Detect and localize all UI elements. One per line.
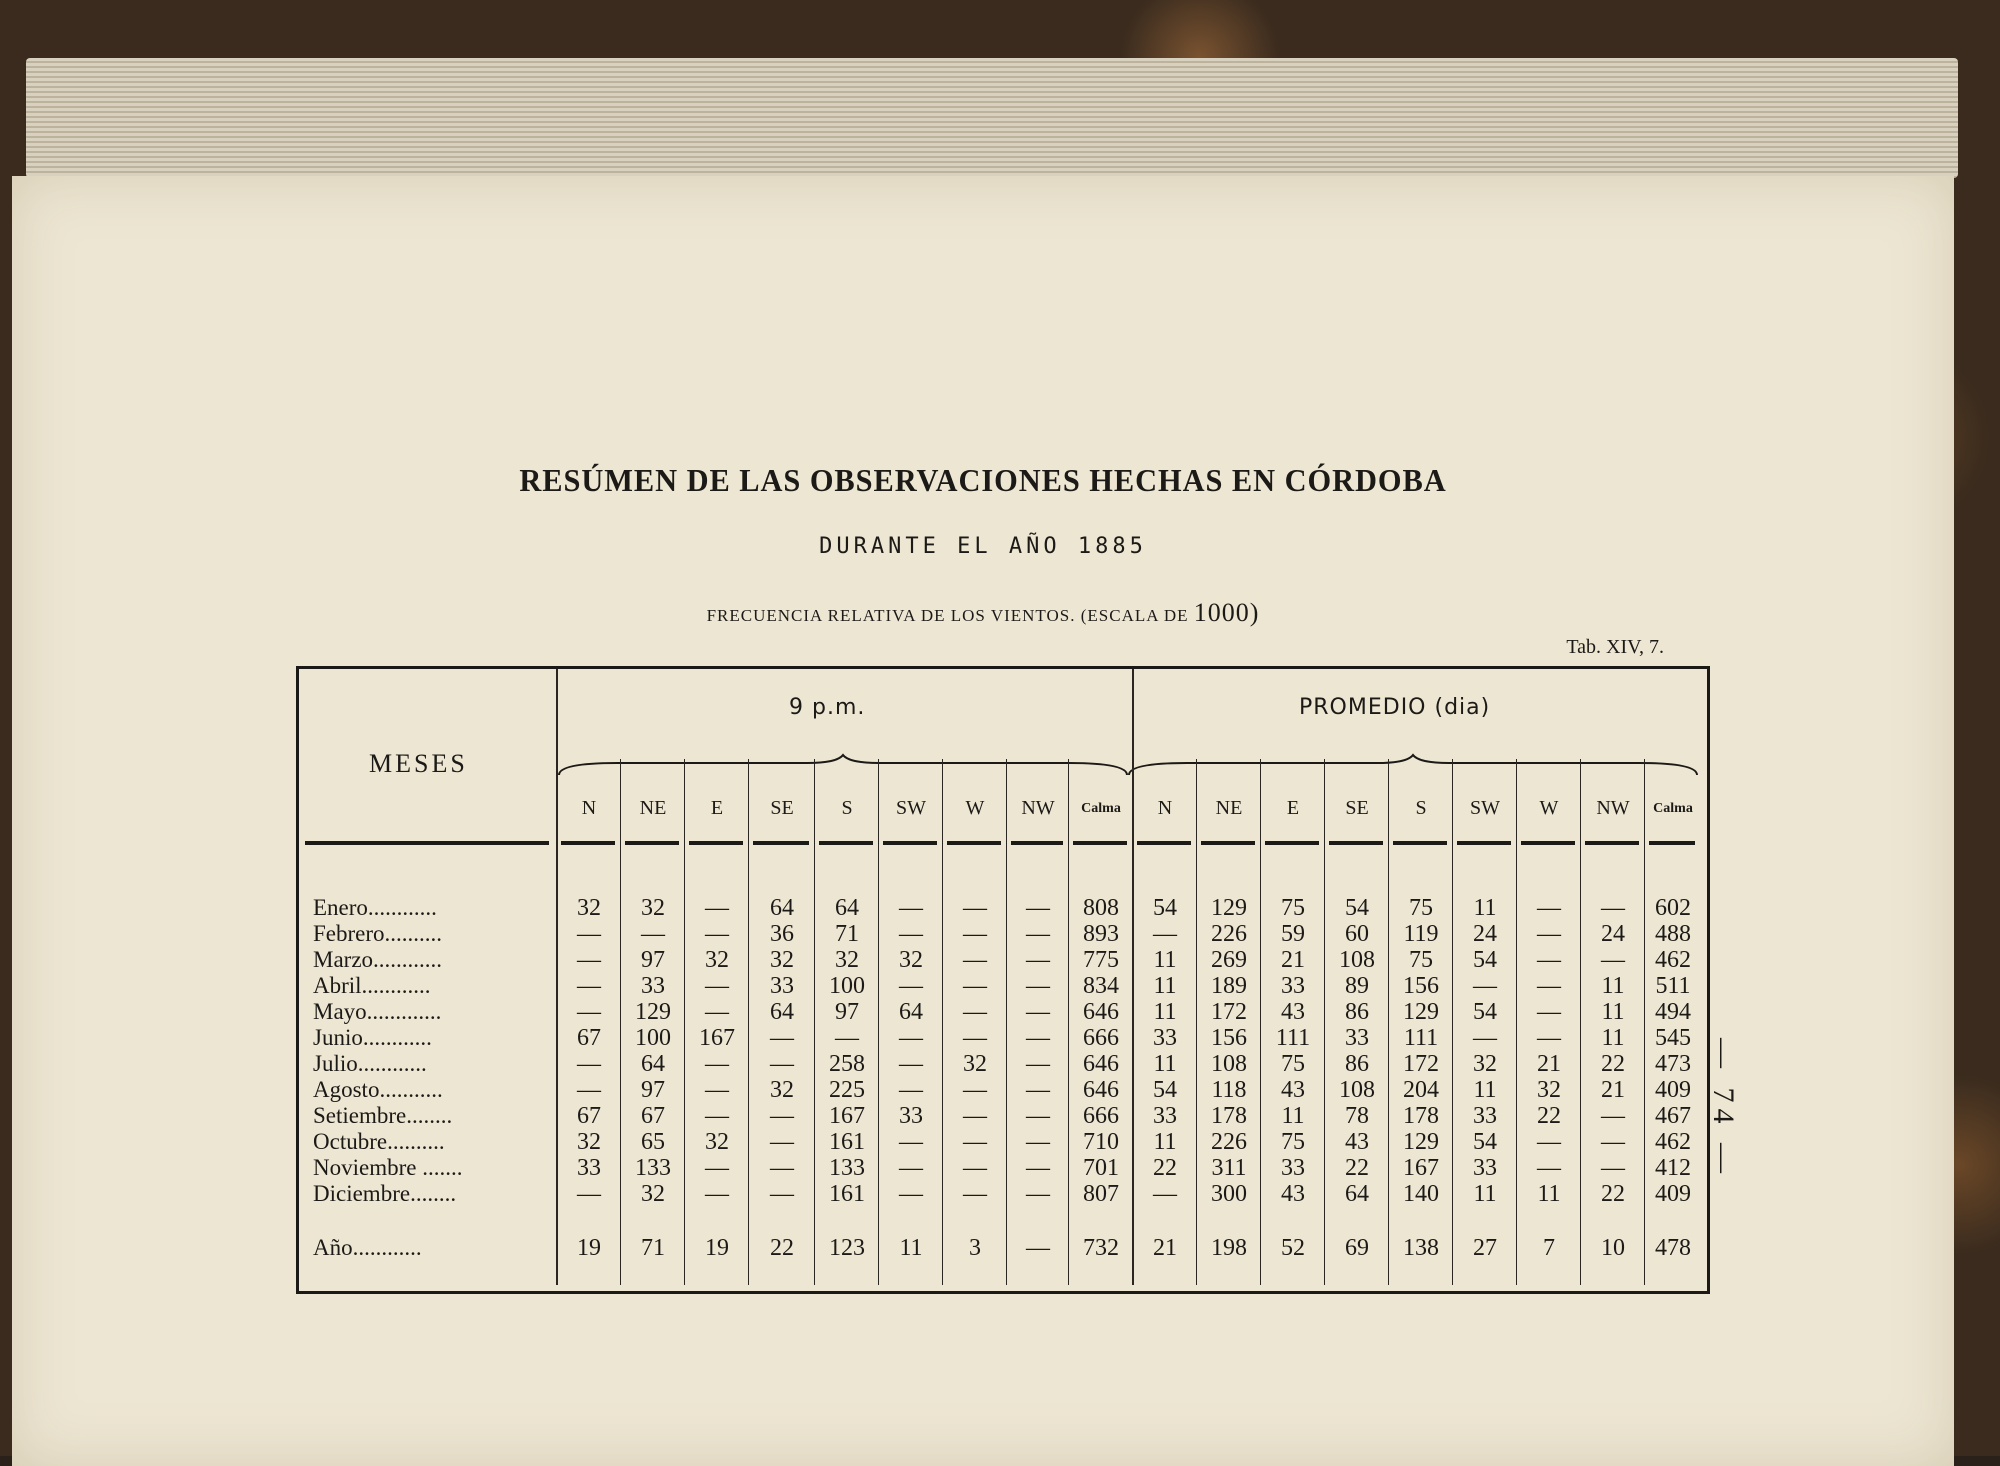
total-cell: 27 [1473,1235,1497,1261]
table-cell: — [1153,1181,1177,1207]
table-cell: — [705,1103,729,1129]
table-cell: — [641,921,665,947]
table-cell: 33 [1281,973,1305,999]
table-cell: — [705,973,729,999]
table-cell: 86 [1345,999,1369,1025]
table-cell: 11 [1153,947,1177,973]
subtitle-scale: 1000) [1193,598,1260,627]
table-cell: — [1537,921,1561,947]
table-cell: 64 [1345,1181,1369,1207]
table-cell: 161 [829,1181,865,1207]
table-cell: — [899,1025,923,1051]
table-cell: 24 [1601,921,1625,947]
table-cell: — [770,1025,794,1051]
table-cell: — [899,973,923,999]
table-cell: 129 [1403,999,1439,1025]
table-cell: — [899,1077,923,1103]
table-cell: 602 [1655,895,1691,921]
table-cell: 22 [1345,1155,1369,1181]
table-cell: 204 [1403,1077,1439,1103]
table-cell: — [577,973,601,999]
table-cell: — [705,999,729,1025]
column-header-ne: NE [1215,797,1243,819]
column-header-n: N [1157,797,1173,819]
table-cell: 43 [1281,999,1305,1025]
table-cell: 75 [1281,895,1305,921]
table-cell: 32 [1537,1077,1561,1103]
total-cell: 7 [1543,1235,1555,1261]
table-cell: 33 [770,973,794,999]
table-cell: 467 [1655,1103,1691,1129]
column-header-s: S [1415,797,1427,819]
total-label: Año............ [313,1235,422,1260]
table-cell: 11 [1281,1103,1305,1129]
book-page [12,176,1954,1466]
month-label: Octubre.......... [313,1129,445,1154]
header-rule [1137,841,1191,845]
table-cell: 32 [770,947,794,973]
table-cell: 22 [1153,1155,1177,1181]
table-cell: — [963,1129,987,1155]
table-cell: — [1153,921,1177,947]
table-cell: 808 [1083,895,1119,921]
table-cell: — [705,1181,729,1207]
table-cell: 54 [1473,947,1497,973]
table-cell: — [1537,895,1561,921]
table-cell: 119 [1403,921,1439,947]
table-cell: — [835,1025,859,1051]
header-rule [753,841,809,845]
table-cell: 22 [1601,1181,1625,1207]
column-header-se: SE [770,797,794,819]
month-label: Julio............ [313,1051,427,1076]
table-cell: 33 [1153,1025,1177,1051]
table-cell: 11 [1601,999,1625,1025]
month-label: Noviembre ....... [313,1155,463,1180]
wind-frequency-table [296,666,1710,1294]
header-rule [1585,841,1639,845]
table-cell: 11 [1473,1181,1497,1207]
table-cell: — [577,999,601,1025]
table-cell: — [1026,1155,1050,1181]
table-cell: — [705,1155,729,1181]
table-cell: 108 [1339,1077,1375,1103]
total-cell: 732 [1083,1235,1119,1261]
column-header-s: S [841,797,853,819]
total-cell: 52 [1281,1235,1305,1261]
table-cell: 775 [1083,947,1119,973]
group-header-9pm: 9 p.m. [789,695,866,720]
table-cell: 545 [1655,1025,1691,1051]
table-cell: — [1537,947,1561,973]
table-cell: 225 [829,1077,865,1103]
header-rule [1521,841,1575,845]
table-cell: — [899,895,923,921]
table-cell: 129 [1211,895,1247,921]
table-cell: 54 [1473,999,1497,1025]
table-cell: — [705,1077,729,1103]
subtitle-year: DURANTE EL AÑO 1885 [819,534,1147,559]
column-header-e: E [710,797,724,819]
month-label: Enero............ [313,895,437,920]
table-cell: 33 [1473,1103,1497,1129]
table-cell: 133 [635,1155,671,1181]
header-rule [625,841,679,845]
table-cell: 64 [899,999,923,1025]
table-cell: 189 [1211,973,1247,999]
table-cell: 33 [1153,1103,1177,1129]
table-cell: 32 [835,947,859,973]
total-cell: 123 [829,1235,865,1261]
table-cell: — [577,947,601,973]
total-cell: 11 [899,1235,923,1261]
table-cell: 43 [1345,1129,1369,1155]
table-cell: — [1026,895,1050,921]
column-header-se: SE [1345,797,1369,819]
table-cell: — [577,1077,601,1103]
total-cell: 3 [969,1235,981,1261]
table-cell: 86 [1345,1051,1369,1077]
table-cell: 11 [1601,1025,1625,1051]
table-cell: 108 [1211,1051,1247,1077]
page-edges [26,58,1958,178]
table-cell: 412 [1655,1155,1691,1181]
table-reference: Tab. XIV, 7. [1566,636,1664,658]
table-cell: 409 [1655,1077,1691,1103]
month-label: Mayo............. [313,999,442,1024]
table-cell: — [963,921,987,947]
table-cell: 118 [1211,1077,1247,1103]
table-cell: 409 [1655,1181,1691,1207]
table-cell: 33 [641,973,665,999]
table-cell: 710 [1083,1129,1119,1155]
table-cell: — [1601,1129,1625,1155]
table-cell: 167 [699,1025,735,1051]
table-cell: — [1473,1025,1497,1051]
table-cell: 97 [641,947,665,973]
table-cell: 226 [1211,921,1247,947]
header-rule [947,841,1001,845]
table-cell: 75 [1409,895,1433,921]
table-cell: 646 [1083,1051,1119,1077]
table-cell: 32 [577,1129,601,1155]
table-cell: — [963,1025,987,1051]
table-cell: 666 [1083,1103,1119,1129]
table-cell: 11 [1537,1181,1561,1207]
column-header-w: W [1539,797,1559,819]
table-cell: 32 [705,947,729,973]
table-cell: 178 [1403,1103,1439,1129]
table-cell: 300 [1211,1181,1247,1207]
header-rule [1011,841,1063,845]
table-cell: 172 [1211,999,1247,1025]
header-rule [883,841,937,845]
month-label: Abril............ [313,973,431,998]
table-cell: 54 [1473,1129,1497,1155]
table-cell: — [963,1103,987,1129]
column-header-e: E [1286,797,1300,819]
table-cell: 97 [835,999,859,1025]
column-header-ne: NE [639,797,667,819]
total-cell: 71 [641,1235,665,1261]
table-cell: 167 [1403,1155,1439,1181]
header-rule [561,841,615,845]
table-cell: 494 [1655,999,1691,1025]
header-rule [689,841,743,845]
table-cell: — [577,1051,601,1077]
table-cell: 32 [899,947,923,973]
table-cell: 43 [1281,1181,1305,1207]
column-header-w: W [965,797,985,819]
table-cell: 32 [641,895,665,921]
table-cell: — [899,1051,923,1077]
table-cell: 75 [1409,947,1433,973]
header-rule [305,841,549,845]
table-cell: — [770,1155,794,1181]
table-cell: 54 [1345,895,1369,921]
table-cell: 21 [1537,1051,1561,1077]
table-cell: — [1601,1155,1625,1181]
table-cell: 11 [1153,999,1177,1025]
page-title: RESÚMEN DE LAS OBSERVACIONES HECHAS EN CÓRDOBA [519,462,1447,498]
table-cell: — [1601,1103,1625,1129]
table-cell: — [705,921,729,947]
table-cell: 11 [1601,973,1625,999]
table-cell: — [899,1129,923,1155]
total-cell: 21 [1153,1235,1177,1261]
table-cell: 893 [1083,921,1119,947]
table-cell: — [1026,1181,1050,1207]
table-cell: 129 [635,999,671,1025]
table-cell: 64 [770,999,794,1025]
table-cell: 33 [1473,1155,1497,1181]
table-cell: 36 [770,921,794,947]
brace-9pm [557,753,1129,777]
table-cell: 269 [1211,947,1247,973]
table-cell: — [577,921,601,947]
table-cell: 67 [577,1103,601,1129]
table-cell: — [963,973,987,999]
total-cell: 198 [1211,1235,1247,1261]
total-cell: 478 [1655,1235,1691,1261]
table-cell: 172 [1403,1051,1439,1077]
table-cell: — [963,1181,987,1207]
table-cell: — [1601,947,1625,973]
table-cell: 701 [1083,1155,1119,1181]
table-cell: 67 [641,1103,665,1129]
table-cell: 65 [641,1129,665,1155]
table-cell: 21 [1601,1077,1625,1103]
table-cell: 32 [770,1077,794,1103]
month-label: Diciembre........ [313,1181,457,1206]
table-cell: 11 [1153,1129,1177,1155]
table-cell: 178 [1211,1103,1247,1129]
table-cell: — [1026,1129,1050,1155]
table-cell: — [770,1181,794,1207]
month-label: Setiembre........ [313,1103,453,1128]
table-cell: — [1026,999,1050,1025]
table-cell: — [577,1181,601,1207]
table-cell: 97 [641,1077,665,1103]
table-cell: — [1026,973,1050,999]
table-cell: 33 [899,1103,923,1129]
column-header-calma: Calma [1081,801,1121,816]
total-cell: 69 [1345,1235,1369,1261]
table-cell: 33 [1345,1025,1369,1051]
total-cell: 19 [577,1235,601,1261]
table-cell: 311 [1211,1155,1247,1181]
header-rule [1393,841,1447,845]
table-cell: 78 [1345,1103,1369,1129]
header-rule [1201,841,1255,845]
table-cell: 807 [1083,1181,1119,1207]
table-cell: 32 [641,1181,665,1207]
table-cell: 100 [635,1025,671,1051]
table-cell: 11 [1473,1077,1497,1103]
subtitle-frequency-text: FRECUENCIA RELATIVA DE LOS VIENTOS. (ESCALA DE [706,606,1189,625]
header-rule [1265,841,1319,845]
table-cell: 21 [1281,947,1305,973]
subtitle-frequency [12,598,1954,628]
column-header-calma: Calma [1653,801,1693,816]
brace-promedio [1127,753,1699,777]
table-cell: — [1026,1025,1050,1051]
table-cell: 32 [1473,1051,1497,1077]
table-cell: — [1537,1155,1561,1181]
table-cell: 64 [770,895,794,921]
table-cell: 64 [641,1051,665,1077]
table-cell: 75 [1281,1051,1305,1077]
table-cell: — [1537,973,1561,999]
table-cell: 462 [1655,947,1691,973]
table-cell: 32 [963,1051,987,1077]
table-cell: 488 [1655,921,1691,947]
table-cell: — [1537,999,1561,1025]
column-header-nw: NW [1596,797,1630,819]
table-cell: — [770,1051,794,1077]
table-cell: 54 [1153,1077,1177,1103]
table-cell: — [1026,1051,1050,1077]
table-cell: 32 [705,1129,729,1155]
table-cell: — [1601,895,1625,921]
table-cell: 111 [1403,1025,1439,1051]
table-cell: — [963,1155,987,1181]
table-cell: — [1537,1129,1561,1155]
month-label: Agosto........... [313,1077,443,1102]
table-cell: — [899,1155,923,1181]
header-rule [1073,841,1127,845]
table-cell: 226 [1211,1129,1247,1155]
table-cell: — [705,1051,729,1077]
table-cell: 22 [1537,1103,1561,1129]
total-cell: — [1026,1235,1050,1261]
total-cell: 138 [1403,1235,1439,1261]
table-cell: 666 [1083,1025,1119,1051]
table-cell: 834 [1083,973,1119,999]
table-cell: — [1537,1025,1561,1051]
table-cell: 33 [1281,1155,1305,1181]
month-label: Marzo............ [313,947,443,972]
total-cell: 19 [705,1235,729,1261]
table-cell: 156 [1403,973,1439,999]
total-cell: 10 [1601,1235,1625,1261]
table-cell: — [770,1103,794,1129]
table-cell: 60 [1345,921,1369,947]
table-cell: 462 [1655,1129,1691,1155]
table-cell: — [1026,1103,1050,1129]
table-cell: — [963,895,987,921]
column-header-sw: SW [1470,797,1500,819]
table-cell: 100 [829,973,865,999]
table-cell: 22 [1601,1051,1625,1077]
table-cell: 89 [1345,973,1369,999]
table-cell: 24 [1473,921,1497,947]
table-cell: — [963,999,987,1025]
table-cell: — [1026,947,1050,973]
table-cell: 33 [577,1155,601,1181]
table-cell: 59 [1281,921,1305,947]
table-cell: 11 [1153,973,1177,999]
table-cell: 140 [1403,1181,1439,1207]
table-cell: 167 [829,1103,865,1129]
table-cell: 75 [1281,1129,1305,1155]
group-header-promedio: PROMEDIO (dia) [1299,695,1491,720]
table-cell: 473 [1655,1051,1691,1077]
table-cell: — [899,1181,923,1207]
month-label: Febrero.......... [313,921,443,946]
column-header-n: N [581,797,597,819]
table-cell: — [770,1129,794,1155]
page-number: — 74 — [1707,1038,1740,1179]
table-cell: 511 [1655,973,1691,999]
header-rule [1649,841,1695,845]
table-cell: 67 [577,1025,601,1051]
header-rule [1457,841,1511,845]
table-cell: 71 [835,921,859,947]
column-header-sw: SW [896,797,926,819]
table-cell: — [1026,921,1050,947]
table-cell: 54 [1153,895,1177,921]
table-cell: 129 [1403,1129,1439,1155]
column-header-nw: NW [1021,797,1055,819]
month-label: Junio............ [313,1025,432,1050]
table-cell: 133 [829,1155,865,1181]
table-cell: 258 [829,1051,865,1077]
table-cell: 11 [1473,895,1497,921]
table-cell: 161 [829,1129,865,1155]
table-cell: — [1026,1077,1050,1103]
table-cell: 32 [577,895,601,921]
row-header: MESES [369,749,468,778]
header-rule [819,841,873,845]
table-cell: — [899,921,923,947]
header-rule [1329,841,1383,845]
total-cell: 22 [770,1235,794,1261]
table-cell: — [963,1077,987,1103]
table-cell: 646 [1083,999,1119,1025]
table-cell: 43 [1281,1077,1305,1103]
table-cell: 108 [1339,947,1375,973]
table-cell: 64 [835,895,859,921]
table-cell: 11 [1153,1051,1177,1077]
table-cell: — [705,895,729,921]
table-cell: — [963,947,987,973]
table-cell: 156 [1211,1025,1247,1051]
table-cell: — [1473,973,1497,999]
table-cell: 111 [1275,1025,1311,1051]
table-cell: 646 [1083,1077,1119,1103]
